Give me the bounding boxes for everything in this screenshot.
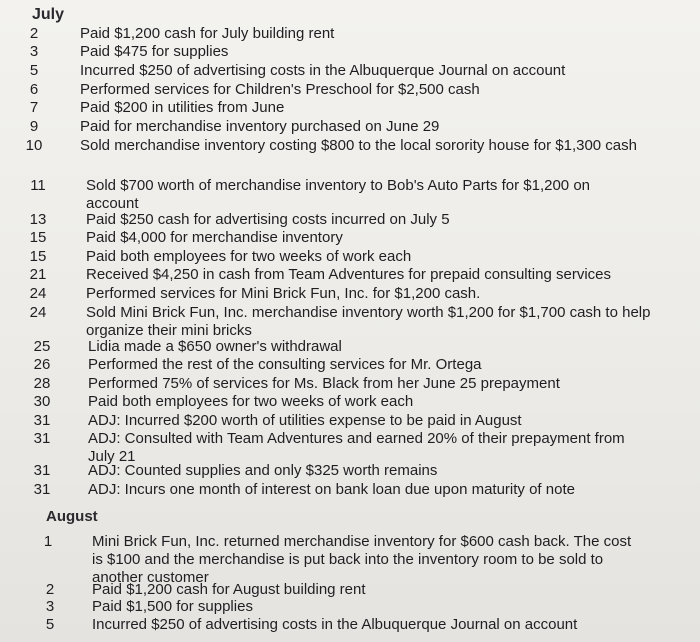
entry-day: 30 (33, 393, 51, 410)
entry-description: Paid $1,200 cash for August building rent (92, 581, 366, 598)
entry-day: 31 (33, 481, 51, 498)
entry-day: 2 (45, 581, 55, 598)
entry-description: Incurred $250 of advertising costs in the Albuquerque Journal on account (92, 616, 578, 633)
entry-day: 31 (33, 462, 51, 479)
entry-day: 5 (29, 62, 39, 79)
entry-description: Mini Brick Fun, Inc. returned merchandise inventory for $600 cash back. The cost is $100 and the merchandise is put back into the inventory room to be sold to another customer (92, 533, 632, 586)
entry-description: Sold Mini Brick Fun, Inc. merchandise inventory worth $1,200 for $1,700 cash to help organize their mini bricks (86, 304, 651, 339)
entry-day: 3 (29, 43, 39, 60)
entry-day: 15 (29, 229, 47, 246)
entry-day: 26 (33, 356, 51, 373)
entry-day: 11 (30, 177, 46, 194)
entry-day: 1 (43, 533, 53, 550)
entry-description: Paid $200 in utilities from June (80, 99, 285, 116)
entry-description: Performed the rest of the consulting services for Mr. Ortega (88, 356, 482, 373)
entry-description: Sold $700 worth of merchandise inventory to Bob's Auto Parts for $1,200 on account (86, 177, 591, 212)
entry-description: Performed 75% of services for Ms. Black from her June 25 prepayment (88, 375, 560, 392)
entry-description: Received $4,250 in cash from Team Adventures for prepaid consulting services (86, 266, 612, 283)
entry-day: 10 (25, 137, 43, 154)
entry-day: 3 (45, 598, 55, 615)
entry-description: Paid $475 for supplies (80, 43, 229, 60)
entry-description: Paid both employees for two weeks of work each (88, 393, 414, 410)
entry-description: Paid for merchandise inventory purchased on June 29 (80, 118, 440, 135)
entry-day: 31 (33, 430, 51, 447)
entry-day: 7 (29, 99, 39, 116)
entry-day: 15 (29, 248, 47, 265)
entry-day: 13 (29, 211, 47, 228)
entry-description: Incurred $250 of advertising costs in the Albuquerque Journal on account (80, 62, 566, 79)
entry-description: ADJ: Counted supplies and only $325 worth remains (88, 462, 438, 479)
entry-description: Performed services for Mini Brick Fun, Inc. for $1,200 cash. (86, 285, 481, 302)
entry-description: ADJ: Consulted with Team Adventures and earned 20% of their prepayment from July 21 (88, 430, 625, 465)
entry-description: Sold merchandise inventory costing $800 to the local sorority house for $1,300 cash (80, 137, 637, 154)
entry-description: Paid both employees for two weeks of work each (86, 248, 412, 265)
entry-day: 31 (33, 412, 51, 429)
entry-day: 24 (29, 285, 47, 302)
entry-description: ADJ: Incurs one month of interest on bank loan due upon maturity of note (88, 481, 575, 498)
entry-description: Lidia made a $650 owner's withdrawal (88, 338, 342, 355)
entry-day: 28 (33, 375, 51, 392)
month-heading-july: July (32, 6, 65, 23)
entry-description: ADJ: Incurred $200 worth of utilities expense to be paid in August (88, 412, 522, 429)
entry-description: Paid $1,500 for supplies (92, 598, 253, 615)
entry-day: 2 (29, 25, 39, 42)
entry-day: 6 (29, 81, 39, 98)
entry-day: 5 (45, 616, 55, 633)
entry-description: Paid $1,200 cash for July building rent (80, 25, 335, 42)
entry-description: Paid $4,000 for merchandise inventory (86, 229, 343, 246)
entry-day: 21 (29, 266, 47, 283)
entry-day: 24 (29, 304, 47, 321)
entry-day: 25 (33, 338, 51, 355)
month-heading-august: August (46, 508, 98, 525)
entry-day: 9 (29, 118, 39, 135)
entry-description: Paid $250 cash for advertising costs incurred on July 5 (86, 211, 450, 228)
entry-description: Performed services for Children's Preschool for $2,500 cash (80, 81, 480, 98)
